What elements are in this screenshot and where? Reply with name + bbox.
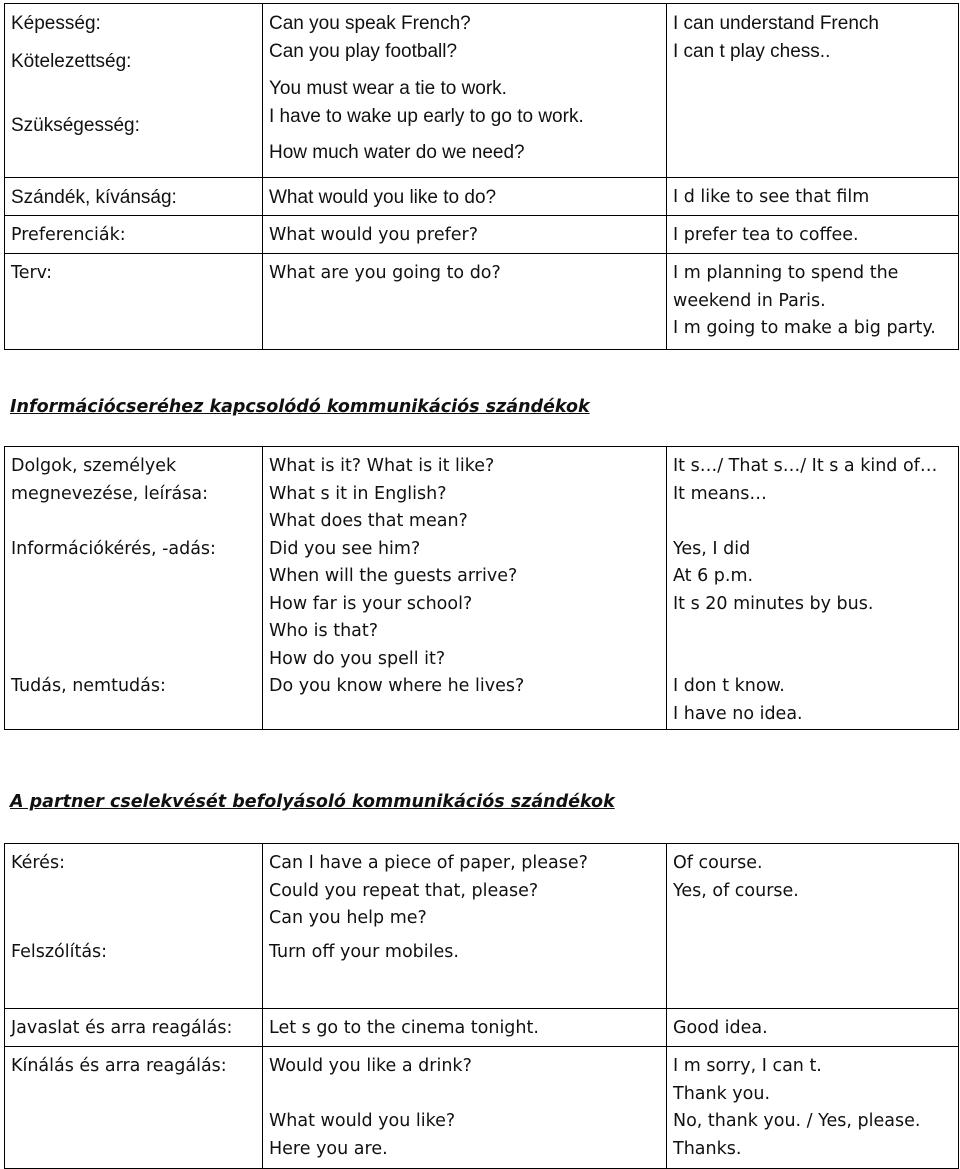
- question-cell: [263, 178, 667, 216]
- example-answer: It means…: [673, 483, 767, 504]
- row-label-necessity: Szükségesség:: [11, 115, 140, 136]
- information-table: [4, 446, 959, 730]
- example-question: Let s go to the cinema tonight.: [269, 1018, 539, 1038]
- row-label-obligation: Kötelezettség:: [11, 50, 132, 72]
- example-question: What is it? What is it like?: [269, 456, 495, 476]
- label-cell: [5, 447, 263, 730]
- example-question: What are you going to do?: [269, 263, 501, 283]
- example-answer: I can t play chess..: [673, 40, 831, 62]
- question-cell: [263, 933, 667, 1009]
- example-answer: No, thank you. / Yes, please.: [673, 1111, 921, 1131]
- example-question: Can I have a piece of paper, please?: [269, 853, 588, 873]
- label-cell: [5, 1009, 263, 1047]
- example-question: What does that mean?: [269, 511, 468, 531]
- question-cell: [263, 254, 667, 350]
- example-question: How much water do we need?: [269, 142, 525, 163]
- example-question: Who is that?: [269, 621, 379, 641]
- example-question: When will the guests arrive?: [269, 566, 518, 586]
- row-label-command: Felszólítás:: [11, 941, 108, 962]
- example-answer: Yes, I did: [673, 538, 751, 559]
- answer-cell: [667, 4, 959, 178]
- answer-cell: [667, 216, 959, 254]
- label-cell: [5, 216, 263, 254]
- example-question: Could you repeat that, please?: [269, 880, 539, 901]
- question-cell: [263, 4, 667, 178]
- question-cell: [263, 1009, 667, 1047]
- row-label-naming: Dolgok, személyek: [11, 456, 177, 476]
- example-answer: Good idea.: [673, 1018, 768, 1038]
- row-label-suggestion: Javaslat és arra reagálás:: [11, 1018, 233, 1038]
- question-cell: [263, 216, 667, 254]
- example-question: Would you like a drink?: [269, 1056, 472, 1076]
- label-cell: [5, 254, 263, 350]
- example-question: What s it in English?: [269, 483, 447, 504]
- example-question: I have to wake up early to go to work.: [269, 105, 584, 127]
- label-cell: [5, 844, 263, 933]
- answer-cell: [667, 844, 959, 933]
- example-answer: Yes, of course.: [673, 880, 799, 901]
- example-answer: weekend in Paris.: [673, 290, 826, 311]
- question-cell: [263, 447, 667, 730]
- section-title-information-exchange: Információcseréhez kapcsolódó kommunikációs szándékok: [10, 397, 590, 417]
- row-label-plan: Terv:: [11, 263, 52, 283]
- question-cell: [263, 844, 667, 933]
- section-title-influencing-partner: A partner cselekvését befolyásoló kommunikációs szándékok: [10, 792, 615, 812]
- example-answer: Thank you.: [673, 1083, 771, 1104]
- answer-cell: [667, 1009, 959, 1047]
- example-answer: Thanks.: [673, 1138, 742, 1159]
- label-cell: [5, 1047, 263, 1169]
- example-question: What would you like?: [269, 1111, 456, 1131]
- example-answer: It s 20 minutes by bus.: [673, 593, 874, 614]
- example-question: What would you like to do?: [269, 187, 497, 208]
- example-answer: I m planning to spend the: [673, 263, 899, 283]
- answer-cell: [667, 1047, 959, 1169]
- ability-table: [4, 3, 959, 350]
- row-label-request: Kérés:: [11, 853, 65, 873]
- example-answer: It s…/ That s…/ It s a kind of…: [673, 456, 938, 476]
- label-cell: [5, 933, 263, 1009]
- answer-cell: [667, 933, 959, 1009]
- example-question: You must wear a tie to work.: [269, 78, 507, 99]
- example-answer: I don t know.: [673, 676, 785, 696]
- example-answer: I have no idea.: [673, 703, 803, 724]
- example-question: Can you play football?: [269, 40, 458, 62]
- label-cell: [5, 178, 263, 216]
- row-label-naming: megnevezése, leírása:: [11, 483, 209, 504]
- example-question: Did you see him?: [269, 538, 421, 559]
- answer-cell: [667, 447, 959, 730]
- row-label-info-request: Információkérés, -adás:: [11, 538, 216, 559]
- label-cell: [5, 4, 263, 178]
- example-question: Can you speak French?: [269, 13, 471, 34]
- example-question: What would you prefer?: [269, 225, 479, 245]
- question-cell: [263, 1047, 667, 1169]
- answer-cell: [667, 178, 959, 216]
- influence-table: [4, 843, 959, 1169]
- example-answer: Of course.: [673, 853, 763, 873]
- example-answer: I m going to make a big party.: [673, 318, 936, 338]
- example-question: Here you are.: [269, 1138, 388, 1159]
- example-answer: I d like to see that film: [673, 187, 870, 207]
- row-label-knowledge: Tudás, nemtudás:: [11, 676, 166, 696]
- row-label-offer: Kínálás és arra reagálás:: [11, 1056, 227, 1076]
- example-question: How far is your school?: [269, 593, 473, 614]
- example-answer: I prefer tea to coffee.: [673, 225, 859, 245]
- example-question: How do you spell it?: [269, 648, 446, 669]
- example-question: Turn off your mobiles.: [269, 941, 459, 962]
- answer-cell: [667, 254, 959, 350]
- example-question: Do you know where he lives?: [269, 676, 525, 696]
- example-answer: At 6 p.m.: [673, 566, 754, 586]
- example-question: Can you help me?: [269, 908, 427, 928]
- example-answer: I m sorry, I can t.: [673, 1056, 822, 1076]
- row-label-ability: Képesség:: [11, 13, 101, 34]
- example-answer: I can understand French: [673, 13, 879, 34]
- row-label-preferences: Preferenciák:: [11, 225, 126, 245]
- row-label-intention: Szándék, kívánság:: [11, 187, 177, 208]
